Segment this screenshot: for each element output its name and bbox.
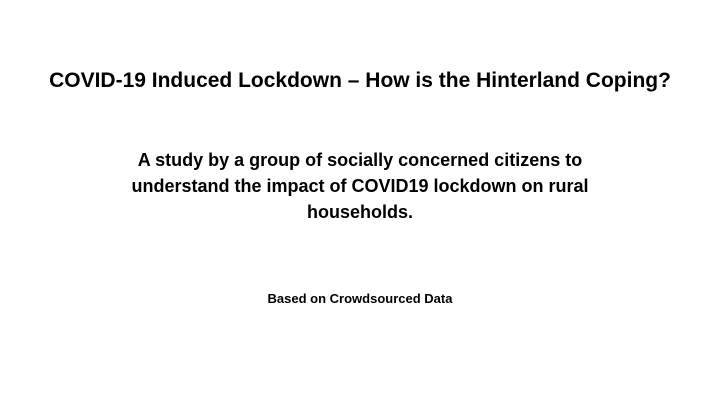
slide-subtitle: A study by a group of socially concerned citizens to understand the impact of COVID19 lockdown on rural households. [131, 150, 589, 222]
data-source-note: Based on Crowdsourced Data [267, 291, 453, 306]
slide-title: COVID-19 Induced Lockdown – How is the Hinterland Coping? [49, 69, 671, 92]
